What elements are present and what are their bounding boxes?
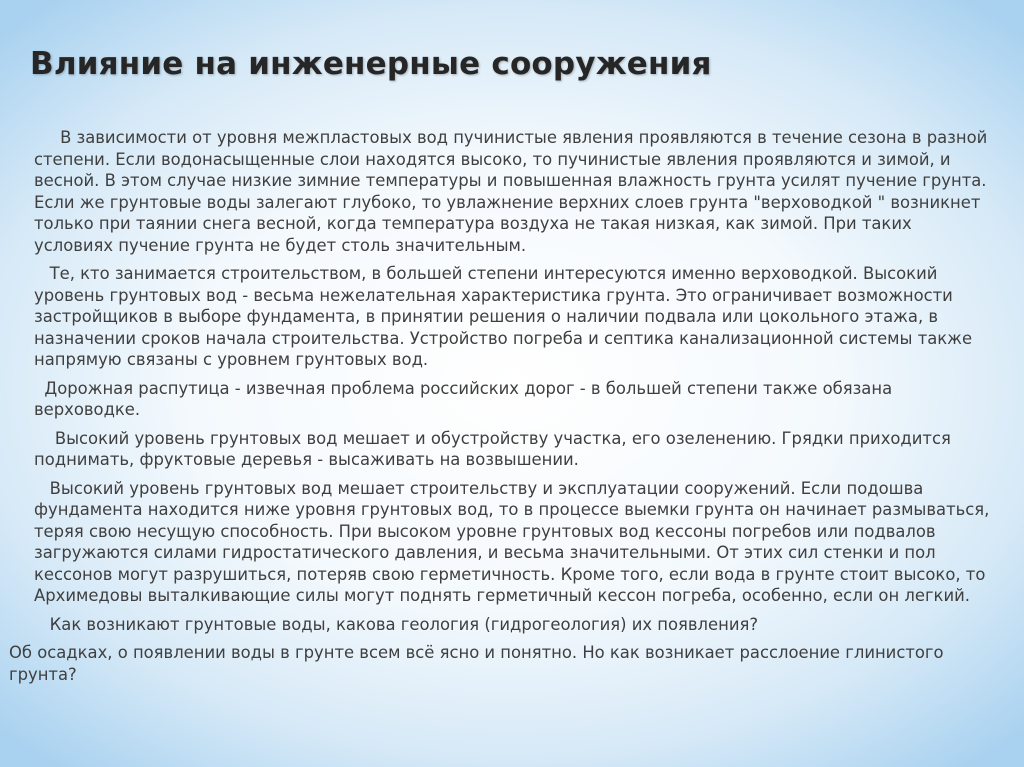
paragraph-7: Об осадках, о появлении воды в грунте всем всё ясно и понятно. Но как возникает расслоение глинистого грунта? (9, 643, 949, 684)
slide-title: Влияние на инженерные сооружения (30, 46, 712, 82)
paragraph-4: Высокий уровень грунтовых вод мешает и обустройству участка, его озеленению. Грядки приходится поднимать, фруктовые деревья - высаживать на возвышении. (34, 428, 957, 469)
slide-body (9, 127, 995, 692)
paragraph-2: Те, кто занимается строительством, в большей степени интересуются именно верховодкой. Высокий уровень грунтовых вод - весьма нежелательная характеристика грунта. Это ограничивает возможности застройщиков в выборе фундамента, в принятии решения о наличии подвала или цокольного этажа, в назначении сроков начала строительства. Устройство погреба и септика канализационной системы также напрямую связаны с уровнем грунтовых вод. (34, 264, 978, 369)
paragraph-3: Дорожная распутица - извечная проблема российских дорог - в большей степени также обязана верховодке. (34, 378, 898, 419)
paragraph-5: Высокий уровень грунтовых вод мешает строительству и эксплуатации сооружений. Если подошва фундамента находится ниже уровня грунтовых вод, то в процессе выемки грунта он начинает размываться, теряя свою несущую способность. При высоком уровне грунтовых вод кессоны погребов или подвалов загружаются силами гидростатического давления, и весьма значительными. От этих сил стенки и пол кессонов могут разрушиться, потеряв свою герметичность. Кроме того, если вода в грунте стоит высоко, то Архимедовы выталкивающие силы могут поднять герметичный кессон погреба, особенно, если он легкий. (34, 478, 995, 605)
paragraph-1: В зависимости от уровня межпластовых вод пучинистые явления проявляются в течение сезона в разной степени. Если водонасыщенные слои находятся высоко, то пучинистые явления проявляются и зимой, и весной. В этом случае низкие зимние температуры и повышенная влажность грунта усилят пучение грунта. Если же грунтовые воды залегают глубоко, то увлажнение верхних слоев грунта "верховодкой " возникнет только при таянии снега весной, когда температура воздуха не такая низкая, как зимой. При таких условиях пучение грунта не будет столь значительным. (34, 128, 993, 255)
paragraph-6: Как возникают грунтовые воды, какова геология (гидрогеология) их появления? (34, 614, 759, 634)
